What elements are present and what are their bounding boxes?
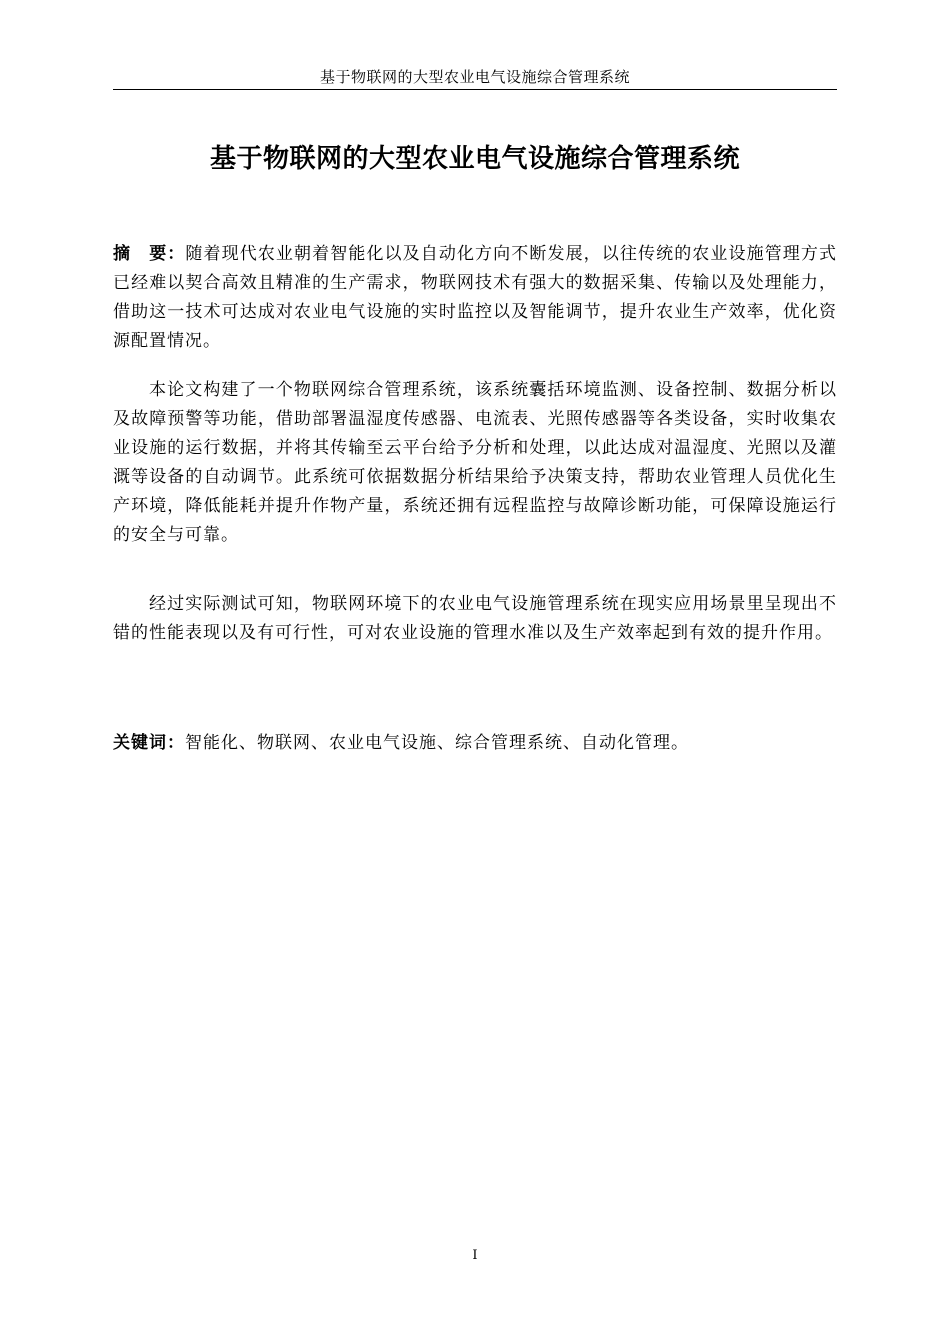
keywords-text: 智能化、物联网、农业电气设施、综合管理系统、自动化管理。 <box>185 733 689 753</box>
abstract-paragraph-1 <box>113 240 837 356</box>
abstract-paragraph-3: 经过实际测试可知，物联网环境下的农业电气设施管理系统在现实应用场景里呈现出不错的性能表现以及有可行性，可对农业设施的管理水准以及生产效率起到有效的提升作用。 <box>113 594 837 643</box>
header-divider <box>113 89 837 90</box>
abstract-text-1: 随着现代农业朝着智能化以及自动化方向不断发展，以往传统的农业设施管理方式已经难以契合高效且精准的生产需求，物联网技术有强大的数据采集、传输以及处理能力，借助这一技术可达成对农业电气设施的实时监控以及智能调节，提升农业生产效率，优化资源配置情况。 <box>113 244 838 351</box>
abstract-label: 摘 要： <box>113 244 186 264</box>
keywords-line <box>113 729 837 758</box>
keywords-label: 关键词： <box>113 733 185 753</box>
page-title: 基于物联网的大型农业电气设施综合管理系统 <box>209 144 740 174</box>
page-number: I <box>472 1248 478 1263</box>
abstract-paragraph-2: 本论文构建了一个物联网综合管理系统，该系统囊括环境监测、设备控制、数据分析以及故障预警等功能，借助部署温湿度传感器、电流表、光照传感器等各类设备，实时收集农业设施的运行数据，并将其传输至云平台给予分析和处理，以此达成对温湿度、光照以及灌溉等设备的自动调节。此系统可依据数据分析结果给予决策支持，帮助农业管理人员优化生产环境，降低能耗并提升作物产量，系统还拥有远程监控与故障诊断功能，可保障设施运行的安全与可靠。 <box>113 380 837 545</box>
running-header: 基于物联网的大型农业电气设施综合管理系统 <box>319 68 630 86</box>
